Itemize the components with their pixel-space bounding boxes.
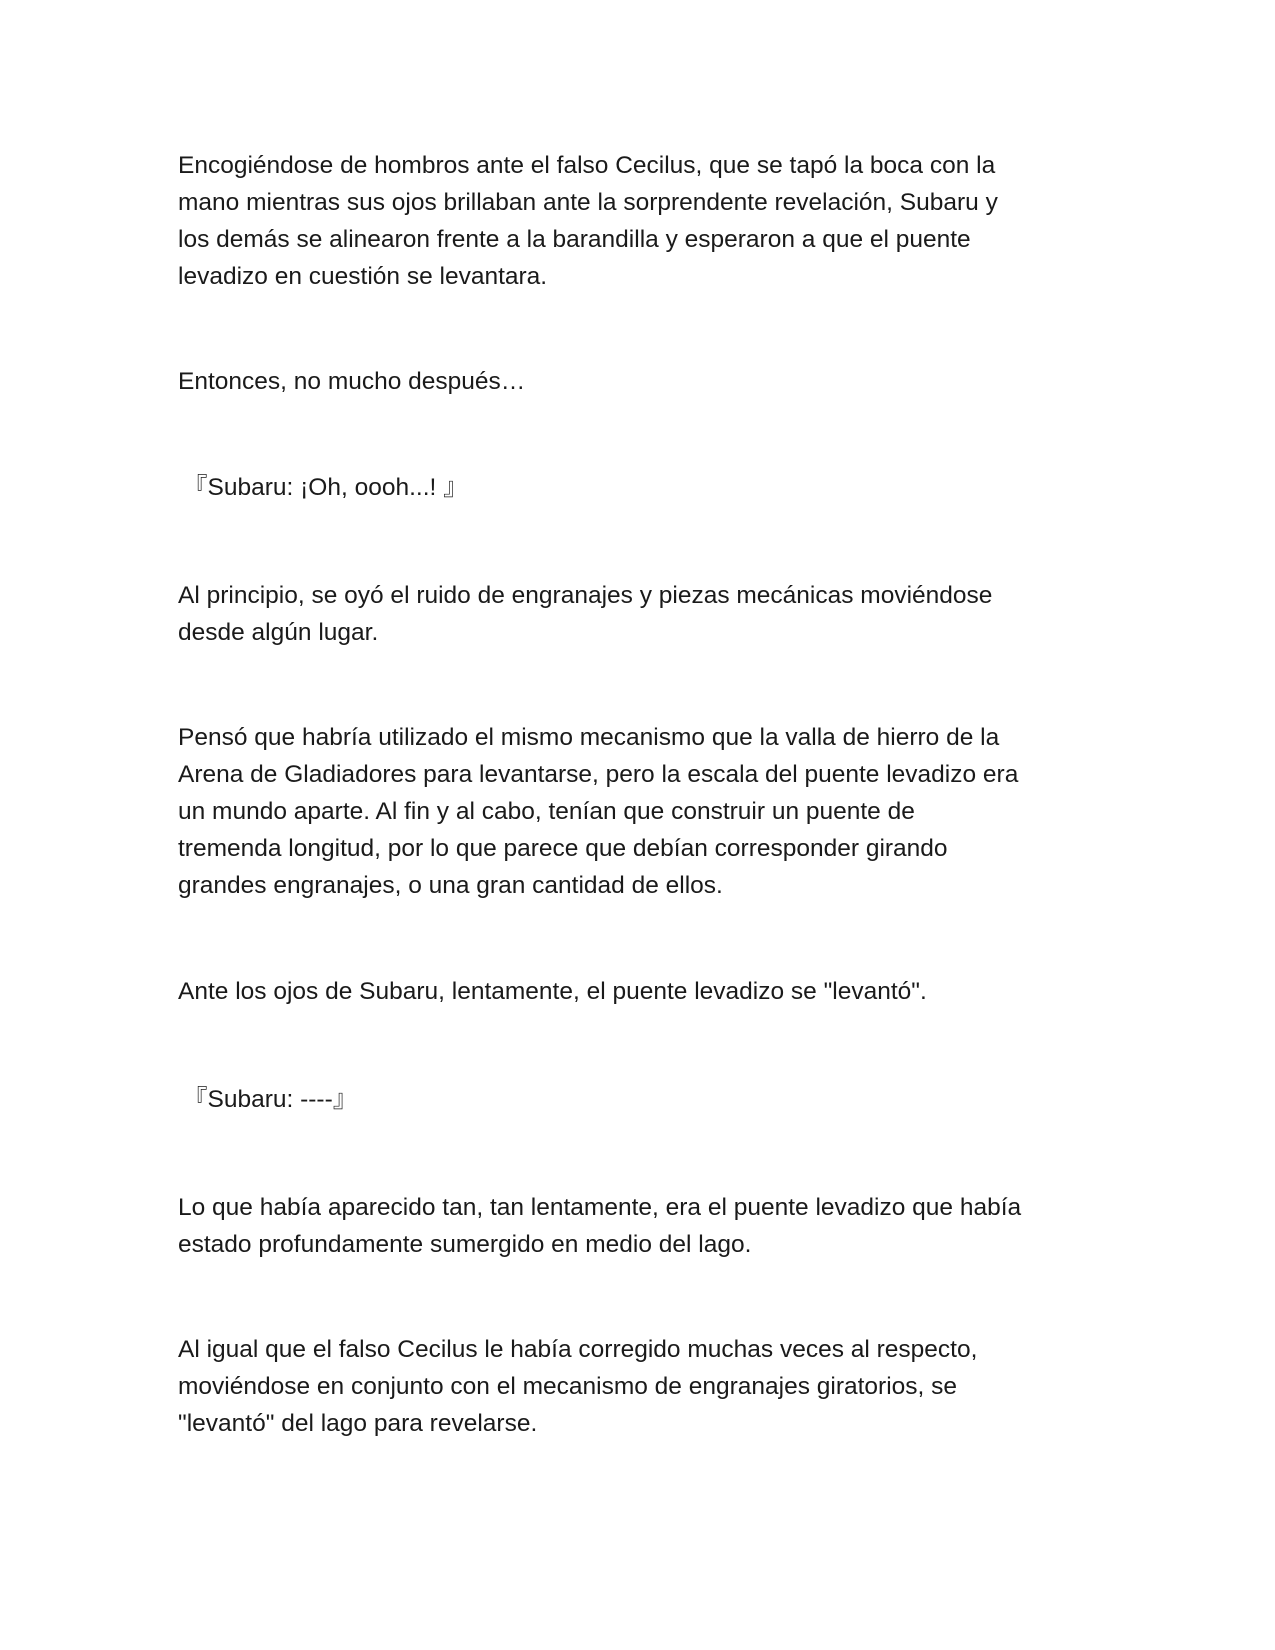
paragraph-5-line-4: tremenda longitud, por lo que parece que debían corresponder girando bbox=[178, 835, 948, 862]
paragraph-8-line-1: Lo que había aparecido tan, tan lentamente, era el puente levadizo que había bbox=[178, 1194, 1022, 1221]
paragraph-1-line-3: los demás se alinearon frente a la barandilla y esperaron a que el puente bbox=[178, 226, 971, 253]
paragraph-9-line-1: Al igual que el falso Cecilus le había corregido muchas veces al respecto, bbox=[178, 1336, 978, 1363]
paragraph-2-line-1: Entonces, no mucho después… bbox=[178, 368, 526, 395]
paragraph-6-line-1: Ante los ojos de Subaru, lentamente, el puente levadizo se "levantó". bbox=[178, 978, 927, 1005]
paragraph-5-line-3: un mundo aparte. Al fin y al cabo, tenían que construir un puente de bbox=[178, 798, 915, 825]
paragraph-5-line-1: Pensó que habría utilizado el mismo mecanismo que la valla de hierro de la bbox=[178, 724, 1000, 751]
paragraph-1-line-2: mano mientras sus ojos brillaban ante la sorprendente revelación, Subaru y bbox=[178, 189, 998, 216]
paragraph-8-line-2: estado profundamente sumergido en medio del lago. bbox=[178, 1231, 752, 1258]
dialogue-2-line-1: 『Subaru: ----』 bbox=[183, 1086, 358, 1113]
paragraph-1-line-4: levadizo en cuestión se levantara. bbox=[178, 263, 548, 290]
paragraph-9-line-2: moviéndose en conjunto con el mecanismo de engranajes giratorios, se bbox=[178, 1373, 958, 1400]
paragraph-5-line-2: Arena de Gladiadores para levantarse, pero la escala del puente levadizo era bbox=[178, 761, 1019, 788]
paragraph-1-line-1: Encogiéndose de hombros ante el falso Cecilus, que se tapó la boca con la bbox=[178, 152, 996, 179]
paragraph-4-line-1: Al principio, se oyó el ruido de engranajes y piezas mecánicas moviéndose bbox=[178, 582, 993, 609]
paragraph-5-line-5: grandes engranajes, o una gran cantidad de ellos. bbox=[178, 872, 723, 899]
paragraph-4-line-2: desde algún lugar. bbox=[178, 619, 379, 646]
paragraph-9-line-3: "levantó" del lago para revelarse. bbox=[178, 1410, 538, 1437]
dialogue-1-line-1: 『Subaru: ¡Oh, oooh...! 』 bbox=[183, 474, 468, 501]
